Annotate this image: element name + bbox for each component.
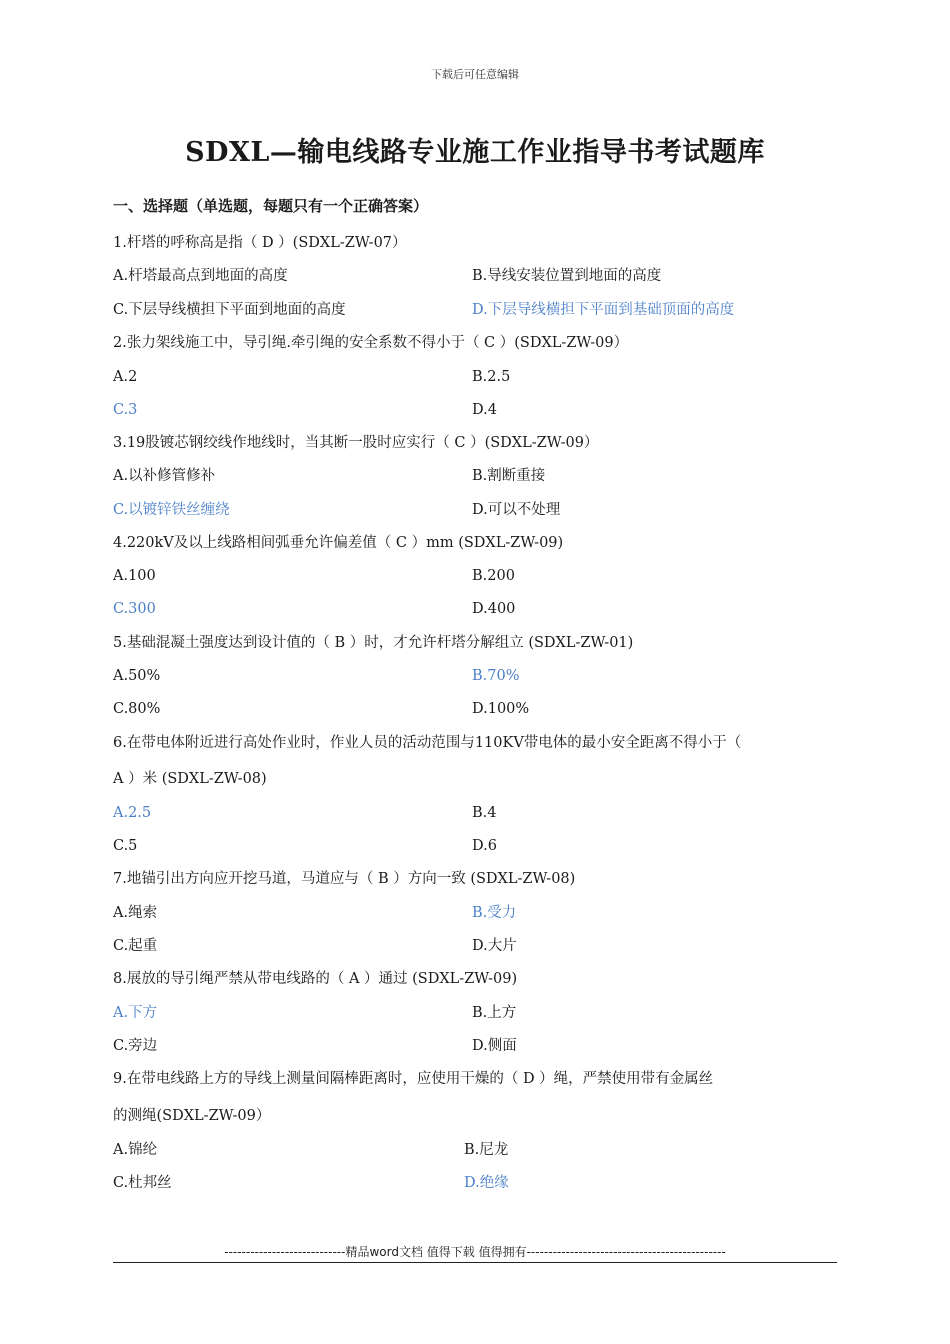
option-a-correct: A.下方 xyxy=(113,1005,158,1021)
option-d: D.4 xyxy=(472,402,497,418)
section-title: 一、选择题（单选题，每题只有一个正确答案） xyxy=(113,197,429,215)
option-d: D.大片 xyxy=(472,938,517,954)
question-stem: 7.地锚引出方向应开挖马道，马道应与（ B ）方向一致 (SDXL-ZW-08) xyxy=(113,871,576,887)
option-a-correct: A.2.5 xyxy=(113,805,152,821)
option-a: A.绳索 xyxy=(113,905,158,921)
question-stem: 4.220kV及以上线路相间弧垂允许偏差值（ C ）mm (SDXL-ZW-09) xyxy=(113,535,564,551)
option-c-correct: C.以镀锌铁丝缠绕 xyxy=(113,502,230,518)
question-stem: 9.在带电线路上方的导线上测量间隔棒距离时，应使用干燥的（ D ）绳，严禁使用带有金属丝 xyxy=(113,1071,714,1087)
option-c: C.杜邦丝 xyxy=(113,1175,172,1191)
option-c-correct: C.300 xyxy=(113,601,156,617)
option-c: C.5 xyxy=(113,838,138,854)
option-c: C.下层导线横担下平面到地面的高度 xyxy=(113,302,346,318)
option-a: A.锦纶 xyxy=(113,1142,158,1158)
question-stem: 1.杆塔的呼称高是指（ D ）(SDXL-ZW-07） xyxy=(113,235,407,251)
option-d: D.6 xyxy=(472,838,497,854)
question-stem: 3.19股镀芯钢绞线作地线时，当其断一股时应实行（ C ）(SDXL-ZW-09） xyxy=(113,435,599,451)
document-title: SDXL—输电线路专业施工作业指导书考试题库 xyxy=(185,137,765,168)
option-d-correct: D.绝缘 xyxy=(464,1175,509,1191)
option-b-correct: B.受力 xyxy=(472,905,517,921)
option-d-correct: D.下层导线横担下平面到基础顶面的高度 xyxy=(472,302,735,318)
question-stem: 8.展放的导引绳严禁从带电线路的（ A ）通过 (SDXL-ZW-09) xyxy=(113,971,518,987)
option-b: B.2.5 xyxy=(472,369,511,385)
question-stem: 5.基础混凝土强度达到设计值的（ B ）时，才允许杆塔分解组立 (SDXL-ZW-01) xyxy=(113,635,634,651)
option-c: C.80% xyxy=(113,701,161,717)
option-b: B.4 xyxy=(472,805,497,821)
option-c: C.起重 xyxy=(113,938,158,954)
option-b: B.尼龙 xyxy=(464,1142,509,1158)
option-a: A.杆塔最高点到地面的高度 xyxy=(113,268,288,284)
option-b: B.上方 xyxy=(472,1005,517,1021)
footer-divider xyxy=(113,1262,837,1263)
option-d: D.100% xyxy=(472,701,530,717)
option-d: D.可以不处理 xyxy=(472,502,561,518)
option-a: A.2 xyxy=(113,369,138,385)
question-stem-continued: 的测绳(SDXL-ZW-09） xyxy=(113,1108,271,1124)
option-b: B.导线安装位置到地面的高度 xyxy=(472,268,662,284)
option-b: B.割断重接 xyxy=(472,468,546,484)
option-c: C.旁边 xyxy=(113,1038,158,1054)
option-d: D.400 xyxy=(472,601,516,617)
option-b: B.200 xyxy=(472,568,515,584)
question-stem-continued: A ）米 (SDXL-ZW-08) xyxy=(113,771,267,787)
option-b-correct: B.70% xyxy=(472,668,520,684)
option-a: A.100 xyxy=(113,568,156,584)
page-header: 下载后可任意编辑 xyxy=(431,68,519,81)
option-d: D.侧面 xyxy=(472,1038,517,1054)
option-c-correct: C.3 xyxy=(113,402,138,418)
option-a: A.50% xyxy=(113,668,161,684)
option-a: A.以补修管修补 xyxy=(113,468,216,484)
question-stem: 6.在带电体附近进行高处作业时，作业人员的活动范围与110KV带电体的最小安全距离不得小于（ xyxy=(113,735,742,751)
question-stem: 2.张力架线施工中，导引绳.牵引绳的安全系数不得小于（ C ）(SDXL-ZW-09） xyxy=(113,335,629,351)
page-footer: ----------------------------精品word文档 值得下载 值得拥有---------------------------------------------- xyxy=(224,1245,726,1259)
